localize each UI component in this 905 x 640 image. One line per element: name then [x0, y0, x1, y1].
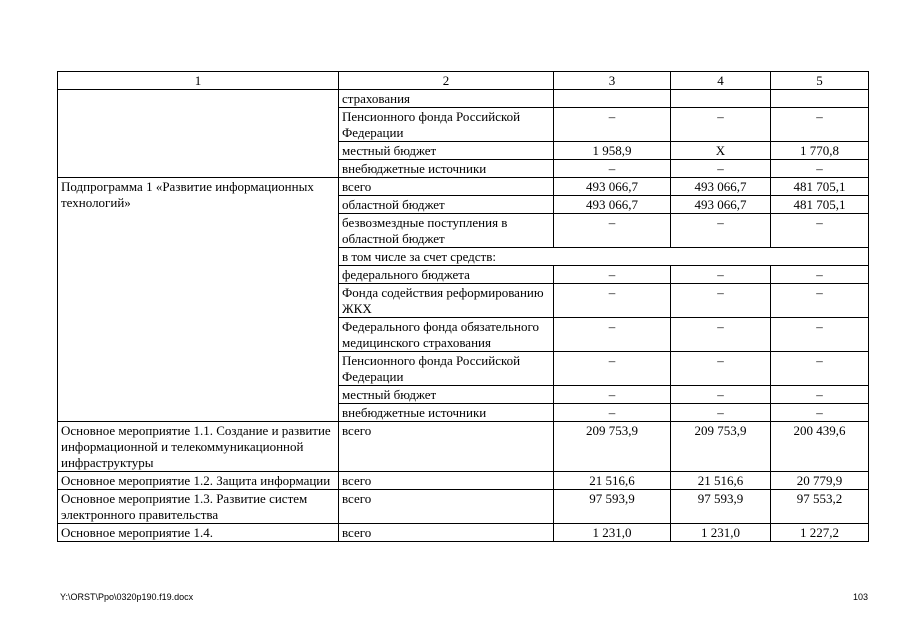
table-row: [58, 178, 869, 196]
value-cell: –: [554, 214, 671, 248]
value-cell: –: [554, 318, 671, 352]
value-cell: 1 770,8: [771, 142, 869, 160]
value-cell: 97 593,9: [554, 490, 671, 524]
value-cell: 481 705,1: [771, 196, 869, 214]
value-cell: –: [554, 108, 671, 142]
value-cell: –: [671, 404, 771, 422]
source-cell: безвозмездные поступления в областной бюджет: [339, 214, 554, 248]
activity-name: Основное мероприятие 1.3. Развитие систем электронного правительства: [58, 490, 339, 524]
activity-name: Основное мероприятие 1.4.: [58, 524, 339, 542]
source-cell: всего: [339, 178, 554, 196]
value-cell: [771, 90, 869, 108]
value-cell: –: [771, 404, 869, 422]
value-cell: 21 516,6: [671, 472, 771, 490]
value-cell: –: [671, 266, 771, 284]
value-cell: –: [771, 214, 869, 248]
footer-file-path: Y:\ORST\Ppo\0320p190.f19.docx: [60, 592, 194, 602]
value-cell: –: [771, 318, 869, 352]
table-row: [58, 422, 869, 472]
source-cell: Пенсионного фонда Российской Федерации: [339, 108, 554, 142]
value-cell: 493 066,7: [671, 178, 771, 196]
value-cell: 97 593,9: [671, 490, 771, 524]
continued-program-cell: [58, 90, 339, 178]
value-cell: –: [554, 352, 671, 386]
source-cell: Фонда содействия реформированию ЖКХ: [339, 284, 554, 318]
value-cell: 1 958,9: [554, 142, 671, 160]
value-cell: –: [554, 284, 671, 318]
header-col-1: 1: [58, 72, 339, 90]
value-cell: –: [671, 386, 771, 404]
table-row: [58, 90, 869, 108]
activity-name: Основное мероприятие 1.1. Создание и развитие информационной и телекоммуникационной инфраструктуры: [58, 422, 339, 472]
value-cell: –: [671, 318, 771, 352]
value-cell: 493 066,7: [554, 196, 671, 214]
value-cell: –: [554, 266, 671, 284]
value-cell: –: [554, 386, 671, 404]
table-row: [58, 524, 869, 542]
source-cell: внебюджетные источники: [339, 160, 554, 178]
value-cell: Х: [671, 142, 771, 160]
value-cell: 493 066,7: [671, 196, 771, 214]
source-group-heading: в том числе за счет средств:: [339, 248, 869, 266]
value-cell: –: [554, 160, 671, 178]
header-col-4: 4: [671, 72, 771, 90]
value-cell: 481 705,1: [771, 178, 869, 196]
value-cell: [554, 90, 671, 108]
source-cell: всего: [339, 472, 554, 490]
value-cell: 209 753,9: [671, 422, 771, 472]
value-cell: 493 066,7: [554, 178, 671, 196]
activity-name: Основное мероприятие 1.2. Защита информации: [58, 472, 339, 490]
value-cell: 21 516,6: [554, 472, 671, 490]
value-cell: –: [771, 386, 869, 404]
value-cell: –: [671, 352, 771, 386]
header-col-5: 5: [771, 72, 869, 90]
value-cell: 1 227,2: [771, 524, 869, 542]
value-cell: 209 753,9: [554, 422, 671, 472]
page-number: 103: [852, 592, 868, 602]
value-cell: –: [671, 214, 771, 248]
table-row: [58, 472, 869, 490]
source-cell: Федерального фонда обязательного медицинского страхования: [339, 318, 554, 352]
value-cell: –: [671, 284, 771, 318]
source-cell: всего: [339, 490, 554, 524]
source-cell: всего: [339, 422, 554, 472]
source-cell: всего: [339, 524, 554, 542]
value-cell: 1 231,0: [554, 524, 671, 542]
value-cell: –: [771, 352, 869, 386]
budget-table: [57, 71, 869, 542]
value-cell: –: [771, 266, 869, 284]
value-cell: –: [671, 160, 771, 178]
source-cell: внебюджетные источники: [339, 404, 554, 422]
source-cell: областной бюджет: [339, 196, 554, 214]
value-cell: –: [771, 284, 869, 318]
value-cell: 200 439,6: [771, 422, 869, 472]
header-col-3: 3: [554, 72, 671, 90]
header-col-2: 2: [339, 72, 554, 90]
subprogram-title: Подпрограмма 1 «Развитие информационных технологий»: [58, 178, 339, 422]
value-cell: 20 779,9: [771, 472, 869, 490]
value-cell: –: [554, 404, 671, 422]
value-cell: –: [771, 108, 869, 142]
source-cell: местный бюджет: [339, 386, 554, 404]
table-row: [58, 490, 869, 524]
source-cell: местный бюджет: [339, 142, 554, 160]
value-cell: –: [671, 108, 771, 142]
value-cell: 97 553,2: [771, 490, 869, 524]
value-cell: –: [771, 160, 869, 178]
source-cell: федерального бюджета: [339, 266, 554, 284]
source-cell: Пенсионного фонда Российской Федерации: [339, 352, 554, 386]
header-row: [58, 72, 869, 90]
source-cell: страхования: [339, 90, 554, 108]
value-cell: 1 231,0: [671, 524, 771, 542]
value-cell: [671, 90, 771, 108]
